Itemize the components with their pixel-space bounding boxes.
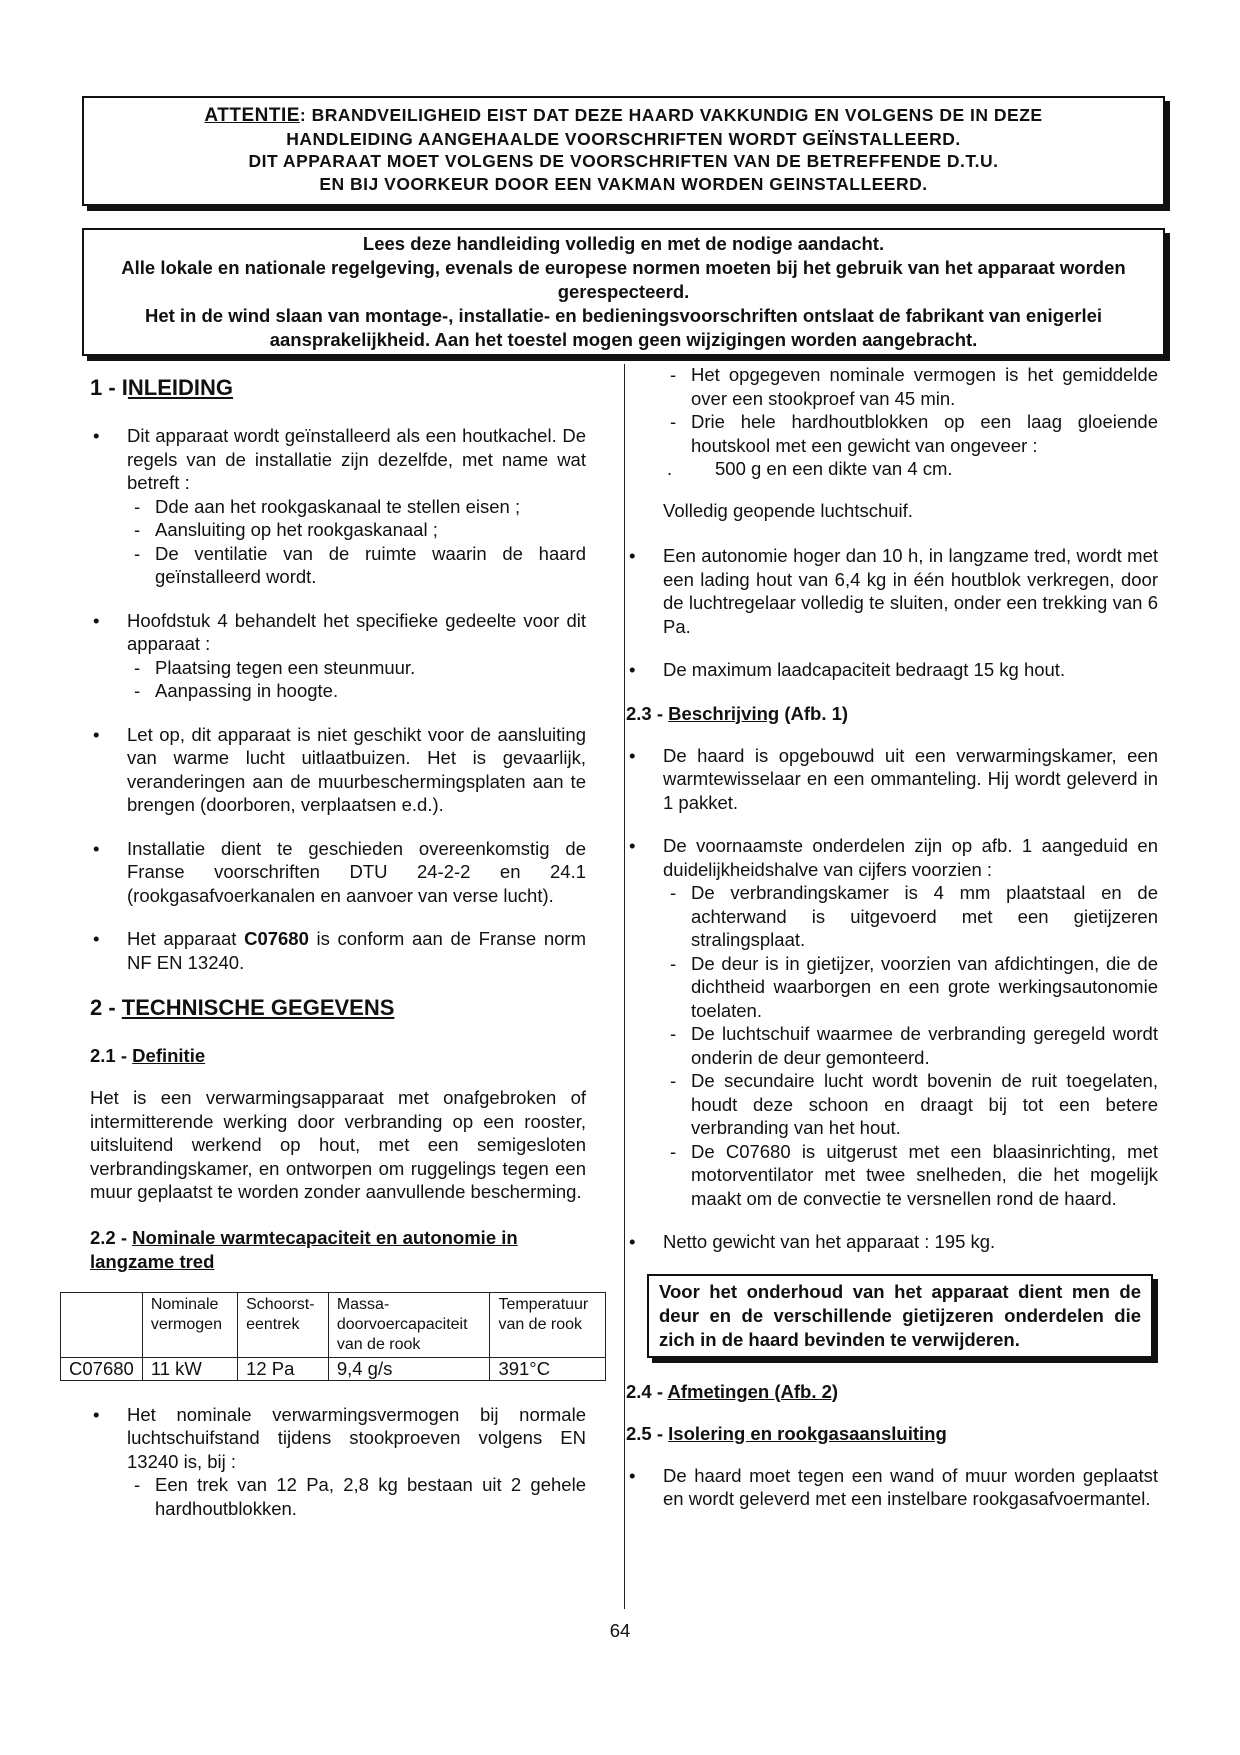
- table-header-row: [61, 1292, 606, 1357]
- fire-safety-warning-box: [82, 96, 1165, 206]
- notice-line-1: Lees deze handleiding volledig en met de nodige aandacht.: [362, 233, 885, 254]
- warning-line-2: HANDLEIDING AANGEHAALDE VOORSCHRIFTEN WORDT GEÏNSTALLEERD.: [286, 128, 961, 149]
- notice-line-3: Het in de wind slaan van montage-, installatie- en bedieningsvoorschriften ontslaat de fabrikant van enigerlei aansprakelijkheid. Aan het toestel mogen geen wijzigingen worden aangebracht.: [144, 305, 1103, 350]
- table-row: [61, 1357, 606, 1380]
- insulation-bullet: • De haard moet tegen een wand of muur worden geplaatst en wordt geleverd met een instelbare rookgasafvoermantel.: [626, 1464, 1158, 1511]
- intro-dash-3: - De ventilatie van de ruimte waarin de haard geïnstalleerd wordt.: [117, 542, 586, 589]
- intro-dash-4: - Plaatsing tegen een steunmuur.: [117, 656, 586, 680]
- component-dash-5: - De C07680 is uitgerust met een blaasinrichting, met motorventilator met twee snelheden, die het mogelijk maakt om de convectie te versnellen rond de haard.: [653, 1140, 1158, 1211]
- max-load-bullet: • De maximum laadcapaciteit bedraagt 15 kg hout.: [626, 658, 1158, 682]
- intro-bullet-2: • Hoofdstuk 4 behandelt het specifieke gedeelte voor dit apparaat : - Plaatsing tegen een steunmuur. - Aanpassing in hoogte.: [90, 609, 586, 703]
- table-header-cell: Nominale vermogen: [142, 1292, 237, 1357]
- maintenance-note-box: Voor het onderhoud van het apparaat dient men de deur en de verschillende gietijzeren onderdelen die zich in de haard bevinden te verwijderen.: [647, 1274, 1153, 1358]
- table-cell: 9,4 g/s: [328, 1357, 490, 1380]
- column-divider: [624, 364, 625, 1609]
- table-cell: C07680: [61, 1357, 143, 1380]
- intro-bullet-5: • Het apparaat C07680 is conform aan de Franse norm NF EN 13240.: [90, 927, 586, 974]
- section-2-5-heading: 2.5 - Isolering en rookgasaansluiting: [626, 1422, 947, 1444]
- intro-bullet-1: • Dit apparaat wordt geïnstalleerd als een houtkachel. De regels van de installatie zijn dezelfde, met name wat betreft : - Dde aan het rookgaskanaal te stellen eisen ; - Aansluiting op het rookgaskanaal ; - De ventilatie van de ruimte waarin de haard geïnstalleerd wordt.: [90, 424, 586, 589]
- warning-label: ATTENTIE: [204, 105, 300, 126]
- section-1-heading: 1 - INLEIDING: [90, 375, 234, 400]
- notice-line-2: Alle lokale en nationale regelgeving, evenals de europese normen moeten bij het gebruik van het apparaat worden gerespecteerd.: [121, 257, 1126, 302]
- intro-dash-1: - Dde aan het rookgaskanaal te stellen eisen ;: [117, 495, 586, 519]
- description-bullet-2: • De voornaamste onderdelen zijn op afb. 1 aangeduid en duidelijkheidshalve van cijfers voorzien : - De verbrandingskamer is 4 mm plaatstaal en de achterwand is uitgevoerd met een gietijzeren stralingsplaat. - De deur is in gietijzer, voorzien van afdichtingen, die de dichtheid waarborgen en een grote werkingsautonomie toelaten. - De luchtschuif waarmee de verbranding geregeld wordt onderin de deur gemonteerd. - De secundaire lucht wordt bovenin de ruit toegelaten, houdt deze schoon en draagt bij tot een betere verbranding van het hout. - De C07680 is uitgerust met een blaasinrichting, met motorventilator met twee snelheden, die het mogelijk maakt om de convectie te versnellen rond de haard.: [626, 834, 1158, 1210]
- intro-bullet-3: • Let op, dit apparaat is niet geschikt voor de aansluiting van warme lucht uitlaatbuizen. Het is gevaarlijk, veranderingen aan de muurbeschermingsplaten aan te brengen (doorboren, verplaatsen e.d.).: [90, 723, 586, 817]
- model-number: C07680: [244, 928, 309, 949]
- section-2-4-heading: 2.4 - Afmetingen (Afb. 2): [626, 1380, 839, 1402]
- table-header-cell: Schoorst-eentrek: [238, 1292, 329, 1357]
- autonomy-bullet: • Een autonomie hoger dan 10 h, in langzame tred, wordt met een lading hout van 6,4 kg in één houtblok verkregen, door de luchtregelaar volledig te sluiten, onder een trekking van 6 Pa.: [626, 544, 1158, 638]
- nominal-power-dot-item: . 500 g en een dikte van 4 cm.: [653, 457, 1158, 481]
- description-bullet-1: • De haard is opgebouwd uit een verwarmingskamer, een warmtewisselaar en een ommanteling. Hij wordt geleverd in 1 pakket.: [626, 744, 1158, 815]
- table-header-cell: Temperatuur van de rook: [490, 1292, 606, 1357]
- weight-bullet: • Netto gewicht van het apparaat : 195 kg.: [626, 1230, 1158, 1254]
- intro-dash-2: - Aansluiting op het rookgaskanaal ;: [117, 518, 586, 542]
- table-cell: 11 kW: [142, 1357, 237, 1380]
- nominal-power-bullet: • Het nominale verwarmingsvermogen bij normale luchtschuifstand tijdens stookproeven volgens EN 13240 is, bij : - Een trek van 12 Pa, 2,8 kg bestaan uit 2 gehele hardhoutblokken.: [90, 1403, 586, 1521]
- warning-line-1: ATTENTIE: BRANDVEILIGHEID EIST DAT DEZE HAARD VAKKUNDIG EN VOLGENS DE IN DEZE: [204, 105, 1043, 126]
- nominal-power-dash-2: - Het opgegeven nominale vermogen is het gemiddelde over een stookproef van 45 min.: [653, 363, 1158, 410]
- section-2-heading: 2 - TECHNISCHE GEGEVENS: [90, 995, 395, 1020]
- component-dash-4: - De secundaire lucht wordt bovenin de ruit toegelaten, houdt deze schoon en draagt bij tot een betere verbranding van het hout.: [653, 1069, 1158, 1140]
- table-header-cell: Massa-doorvoercapaciteit van de rook: [328, 1292, 490, 1357]
- notice-box: [82, 228, 1165, 356]
- nominal-power-dash-1: - Een trek van 12 Pa, 2,8 kg bestaan uit 2 gehele hardhoutblokken.: [117, 1473, 586, 1520]
- right-column: [626, 363, 1158, 1531]
- table-cell: 391°C: [490, 1357, 606, 1380]
- table-header-cell: [61, 1292, 143, 1357]
- intro-bullet-4: • Installatie dient te geschieden overeenkomstig de Franse voorschriften DTU 24-2-2 en 24.1 (rookgasafvoerkanalen en aanvoer van verse lucht).: [90, 837, 586, 908]
- warning-line-3: DIT APPARAAT MOET VOLGENS DE VOORSCHRIFTEN VAN DE BETREFFENDE D.T.U.: [248, 151, 999, 171]
- section-2-1-heading: 2.1 - Definitie: [90, 1045, 206, 1066]
- component-dash-1: - De verbrandingskamer is 4 mm plaatstaal en de achterwand is uitgevoerd met een gietijzeren stralingsplaat.: [653, 881, 1158, 952]
- component-dash-3: - De luchtschuif waarmee de verbranding geregeld wordt onderin de deur gemonteerd.: [653, 1022, 1158, 1069]
- technical-data-table: [60, 1292, 606, 1381]
- warning-line-4: EN BIJ VOORKEUR DOOR EEN VAKMAN WORDEN GEINSTALLEERD.: [319, 173, 928, 194]
- nominal-power-dash-3: - Drie hele hardhoutblokken op een laag gloeiende houtskool met een gewicht van ongeveer :: [653, 410, 1158, 457]
- section-2-2-heading: 2.2 - Nominale warmtecapaciteit en autonomie in langzame tred: [90, 1226, 518, 1272]
- table-cell: 12 Pa: [238, 1357, 329, 1380]
- air-slide-note: Volledig geopende luchtschuif.: [663, 499, 913, 521]
- page-number: 64: [609, 1620, 631, 1641]
- component-dash-2: - De deur is in gietijzer, voorzien van afdichtingen, die de dichtheid waarborgen en een grote werkingsautonomie toelaten.: [653, 952, 1158, 1023]
- left-column: [69, 374, 589, 1540]
- definition-paragraph: Het is een verwarmingsapparaat met onafgebroken of intermitterende werking door verbranding op een rooster, uitsluitend werkend op hout, met een semigesloten verbrandingskamer, en ontworpen om ruggelings tegen een muur geplaatst te worden zonder aanvullende bescherming.: [90, 1087, 586, 1202]
- section-2-3-heading: 2.3 - Beschrijving (Afb. 1): [626, 702, 849, 724]
- intro-dash-5: - Aanpassing in hoogte.: [117, 679, 586, 703]
